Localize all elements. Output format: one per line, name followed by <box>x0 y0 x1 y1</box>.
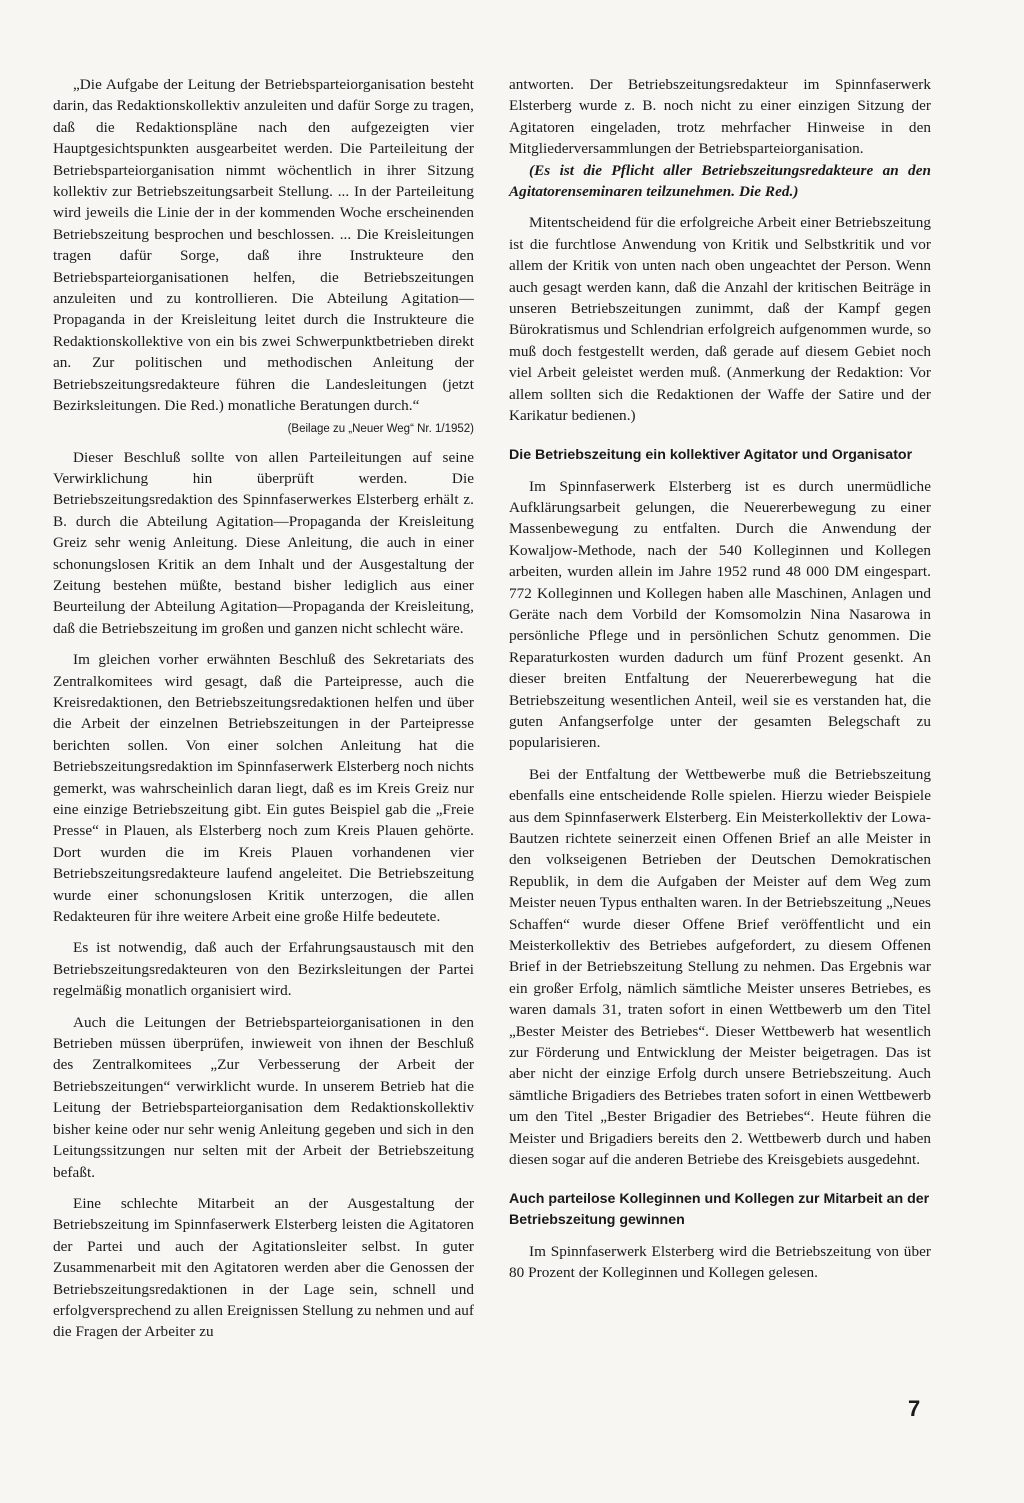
left-column <box>53 74 474 1343</box>
body-paragraph: Es ist notwendig, daß auch der Erfahrungsaustausch mit den Betriebszeitungsredakteuren von den Bezirksleitungen der Partei regelmäßig monatlich organisiert wird. <box>53 939 474 1000</box>
continued-paragraph: antworten. Der Betriebszeitungsredakteur im Spinnfaserwerk Elsterberg wurde z. B. noch nicht zu einer einzigen Sitzung der Agitatoren eingeladen, trotz mehrfacher Hinweise in den Mitgliederversammlungen der Betriebsparteiorganisation. <box>509 76 931 158</box>
page-number: 7 <box>908 1396 921 1421</box>
body-paragraph: Im gleichen vorher erwähnten Beschluß des Sekretariats des Zentralkomitees wird gesagt, daß die Parteipresse, auch die Kreisredaktionen, den Betriebszeitungsredaktionen helfen und über die Arbeit der einzelnen Betriebszeitungen in der Parteipresse berichten sollen. Von einer solchen Anleitung hat die Betriebszeitungsredaktion im Spinnfaserwerk Elsterberg noch nichts gemerkt, was wahrscheinlich daran liegt, daß es im Kreis Greiz nur eine einzige Betriebszeitung gibt. Ein gutes Beispiel gab die „Freie Presse“ in Plauen, als Elsterberg noch zum Kreis Plauen gehörte. Dort wurden die im Kreis Plauen vorhandenen vier Betriebszeitungsredakteure laufend angeleitet. Die Betriebszeitung wurde einer schonungslosen Kritik unterzogen, die allen Redakteuren für ihre weitere Arbeit eine große Hilfe bedeutete. <box>53 651 474 926</box>
section-heading: Auch parteilose Kolleginnen und Kollegen zur Mitarbeit an der Betriebszeitung gewinnen <box>509 1190 930 1228</box>
body-paragraph: Eine schlechte Mitarbeit an der Ausgestaltung der Betriebszeitung im Spinnfaserwerk Elsterberg leisten die Agitatoren der Partei und auch der Agitationsleiter selbst. In guter Zusammenarbeit mit den Agitatoren werden aber die Genossen der Betriebszeitungsredaktionen in der Lage sein, schnell und erfolgversprechend zu allen Ereignissen Stellung zu nehmen und auf die Fragen der Arbeiter zu <box>53 1194 474 1341</box>
editorial-note: (Es ist die Pflicht aller Betriebszeitungsredakteure an den Agitatorenseminaren teilzunehmen. Die Red.) <box>509 161 931 201</box>
right-column <box>509 74 931 1283</box>
body-paragraph: Dieser Beschluß sollte von allen Parteileitungen auf seine Verwirklichung hin überprüft werden. Die Betriebszeitungsredaktion des Spinnfaserwerkes Elsterberg erhält z. B. durch die Abteilung Agitation—Propaganda der Kreisleitung Greiz sehr wenig Anleitung. Diese Anleitung, die auch in einer schonungslosen Kritik an dem Inhalt und der Ausgestaltung der Zeitung bestehen müßte, bestand bisher lediglich aus einer Beurteilung der Abteilung Agitation—Propaganda der Kreisleitung, daß die Betriebszeitung im großen und ganzen nicht schlecht wäre. <box>53 448 474 637</box>
section-heading: Die Betriebszeitung ein kollektiver Agitator und Organisator <box>509 446 913 463</box>
body-paragraph: Auch die Leitungen der Betriebsparteiorganisationen in den Betrieben müssen überprüfen, inwieweit von ihnen der Beschluß des Zentralkomitees „Zur Verbesserung der Arbeit der Betriebszeitungen“ verwirklicht wurde. In unserem Betrieb hat die Leitung der Betriebsparteiorganisation dem Redaktionskollektiv bisher keine oder nur sehr wenig Anleitung gegeben und sich in den Leitungssitzungen nur selten mit der Arbeit der Betriebszeitung befaßt. <box>53 1013 474 1181</box>
body-paragraph: Im Spinnfaserwerk Elsterberg wird die Betriebszeitung von über 80 Prozent der Kolleginnen und Kollegen gelesen. <box>509 1242 931 1281</box>
quote-paragraph: „Die Aufgabe der Leitung der Betriebsparteiorganisation besteht darin, das Redaktionskollektiv anzuleiten und dafür Sorge zu tragen, daß die Redaktionspläne nach den aufgezeigten vier Hauptgesichtspunkten ausgearbeitet werden. Die Parteileitung der Betriebsparteiorganisation nimmt wöchentlich in ihrer Sitzung kollektiv zur Betriebszeitungsarbeit Stellung. ... In der Parteileitung wird jeweils die Linie der in der kommenden Woche erscheinenden Betriebszeitung besprochen und beschlossen. ... Die Kreisleitungen tragen dafür Sorge, daß ihre Instrukteure den Betriebsparteiorganisationen helfen, die Betriebszeitungen anzuleiten und zu kontrollieren. Die Abteilung Agitation—Propaganda in der Kreisleitung leitet durch die Instrukteure die Redaktionskollektive von ein bis zwei Schwerpunktbetrieben direkt an. Zur politischen und methodischen Anleitung der Betriebszeitungsredakteure führen die Landesleitungen (jetzt Bezirksleitungen. Die Red.) monatliche Beratungen durch.“ <box>53 76 474 415</box>
body-paragraph: Bei der Entfaltung der Wettbewerbe muß die Betriebszeitung ebenfalls eine entscheidende Rolle spielen. Hierzu wieder Beispiele aus dem Spinnfaserwerk Elsterberg. Ein Meisterkollektiv der Lowa-Bautzen richtete seinerzeit einen Offenen Brief an alle Meister in den volkseigenen Betrieben der Deutschen Demokratischen Republik, in dem die Aufgaben der Meister auf dem Weg zum Meister neuen Typus enthalten waren. In der Betriebszeitung „Neues Schaffen“ wurde dieser Offene Brief veröffentlicht und ein Meisterkollektiv des Betriebes aufgefordert, zu diesem Offenen Brief in der Betriebszeitung Stellung zu nehmen. Das Ergebnis war ein großer Erfolg, nämlich sämtliche Meister unseres Betriebes, es waren damals 31, traten sofort in einen Wettbewerb um den Titel „Bester Meister des Betriebes“. Dieser Wettbewerb hat wesentlich zur Förderung und Entwicklung der Meister beigetragen. Das ist aber nicht der einzige Erfolg durch unsere Betriebszeitung. Auch sämtliche Brigadiers des Betriebes traten sofort in einen Wettbewerb um den Titel „Bester Brigadier des Betriebes“. Heute führen die Meister und Brigadiers bereits den 2. Wettbewerb durch und haben diesen sogar auf die anderen Betriebe des Kreisgebiets ausgedehnt. <box>509 765 931 1169</box>
quote-source: (Beilage zu „Neuer Weg“ Nr. 1/1952) <box>287 422 474 435</box>
body-paragraph: Mitentscheidend für die erfolgreiche Arbeit einer Betriebszeitung ist die furchtlose Anwendung von Kritik und Selbstkritik und vor allem der Kritik von unten nach oben ungeachtet der Person. Wenn auch gesagt werden kann, daß die Anzahl der kritischen Beiträge in unseren Betriebszeitungen zunimmt, daß der Kampf gegen Bürokratismus und Schlendrian erfolgreich aufgenommen wurde, so muß doch festgestellt werden, daß gerade auf diesem Gebiet noch viel Arbeit geleistet werden muß. (Anmerkung der Redaktion: Vor allem sollten sich die Redaktionen der Waffe der Satire und der Karikatur bedienen.) <box>509 214 931 425</box>
body-paragraph: Im Spinnfaserwerk Elsterberg ist es durch unermüdliche Aufklärungsarbeit gelungen, die Neuererbewegung zu einer Massenbewegung zu entfalten. Durch die Anwendung der Kowaljow-Methode, nach der 540 Kolleginnen und Kollegen arbeiten, wurden allein im Jahre 1952 rund 48 000 DM eingespart. 772 Kolleginnen und Kollegen haben alle Maschinen, Anlagen und Geräte nach dem Vorbild der Komsomolzin Nina Nasarowa in persönliche Pflege und in persönlichen Schutz genommen. Die Reparaturkosten wurden dadurch um fünf Prozent gesenkt. An dieser breiten Entfaltung der Neuererbewegung hat die Betriebszeitung wesentlichen Anteil, weil sie es verstanden hat, die guten Anfangserfolge unter der gesamten Belegschaft zu popularisieren. <box>509 477 931 752</box>
